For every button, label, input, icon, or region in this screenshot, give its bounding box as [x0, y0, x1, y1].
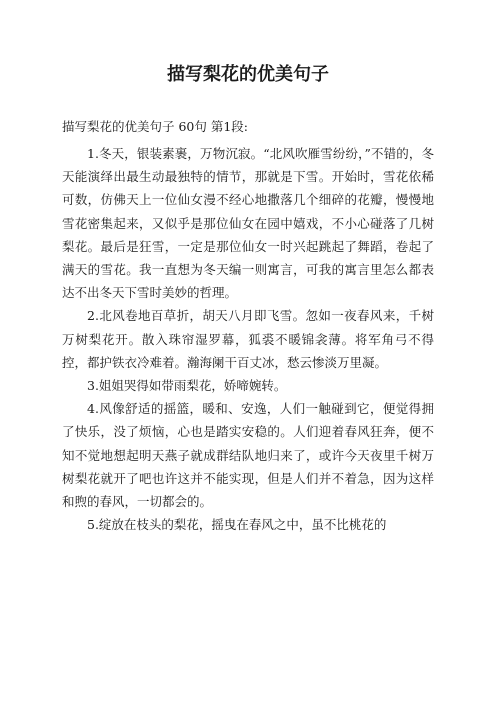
paragraph-1: 1.冬天，银装素裹，万物沉寂。“北风吹雁雪纷纷，”不错的，冬天能演绎出最生动最独特的情节，那就是下雪。开始时，雪花依稀可数，仿佛天上一位仙女漫不经心地撒落几个细碎的花瓣，慢慢地雪花密集起来，又似乎是那位仙女在园中嬉戏，不小心碰落了几树梨花。最后是狂雪，一定是那位仙女一时兴起跳起了舞蹈，卷起了满天的雪花。我一直想为冬天编一则寓言，可我的寓言里怎么都表达不出冬天下雪时美妙的哲理。 — [62, 146, 434, 301]
document-body — [62, 116, 434, 536]
section-subtitle: 描写梨花的优美句子 60句 第1段: — [62, 119, 249, 134]
paragraph-2: 2.北风卷地百草折，胡天八月即飞雪。忽如一夜春风来，千树万树梨花开。散入珠帘湿罗幕，狐裘不暖锦衾薄。将军角弓不得控，都护铁衣冷难着。瀚海阑干百丈冰，愁云惨淡万里凝。 — [62, 308, 434, 370]
paragraph-5: 5.绽放在枝头的梨花，摇曳在春风之中，虽不比桃花的 — [87, 517, 387, 533]
paragraph-4: 4.风像舒适的摇篮，暖和、安逸，人们一触碰到它，便觉得拥了快乐，没了烦恼，心也是踏实安稳的。人们迎着春风狂奔，便不知不觉地想起明天燕子就成群结队地归来了，或许今天夜里千树万树梨花就开了吧也许这并不能实现，但是人们并不着急，因为这样和煦的春风，一切都会的。 — [62, 401, 434, 510]
document-title: 描写梨花的优美句子 — [167, 64, 329, 85]
paragraph-3: 3.姐姐哭得如带雨梨花，娇啼婉转。 — [87, 378, 287, 394]
